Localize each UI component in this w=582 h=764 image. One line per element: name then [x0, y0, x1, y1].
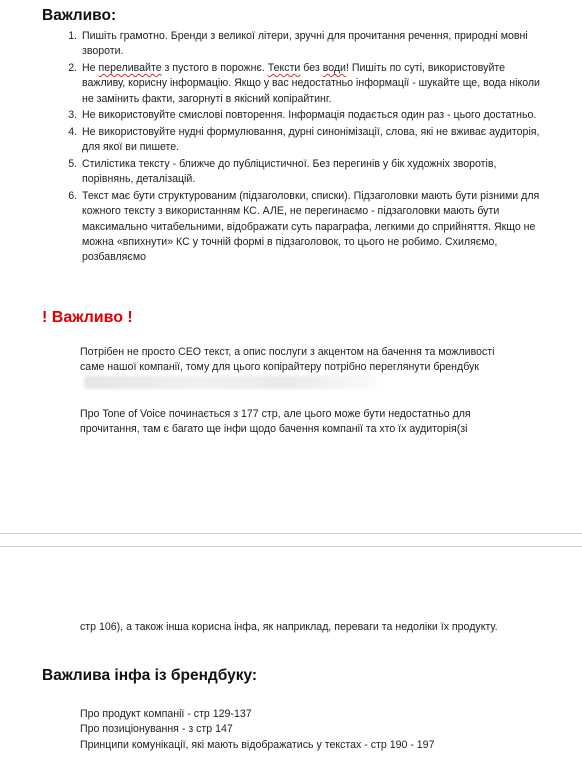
heading-important-red: ! Важливо !	[42, 309, 133, 326]
document-page-2	[0, 547, 582, 764]
rule-text: Не використовуйте смислові повторення. Інформація подається один раз - цього достатньо.	[82, 109, 537, 122]
rules-list	[42, 29, 550, 267]
rule-text: Текст має бути структурованим (підзаголовки, списки). Підзаголовки мають бути різними для кожного тексту з використанням КС. АЛЕ, не перегинаємо - підзаголовки мають бути максимально читабельними, відображати суть параграфа, легкими до сприйняття. Якщо не можна «впихнути» КС у точній формі в підзаголовок, то цього не робимо. Схиляємо, розбавляємо	[82, 189, 540, 264]
paragraph-brandbook-text: Потрібен не просто СЕО текст, а опис послуги з акцентом на бачення та можливості саме нашої компанії, тому для цього копірайтеру потрібно переглянути брендбук	[80, 346, 495, 374]
rule-item	[80, 61, 550, 107]
rule-text: Не використовуйте нудні формулювання, дурні синонімізації, слова, які не вживає аудиторія, для якої ви пишете.	[82, 125, 540, 154]
brandbook-list	[80, 707, 434, 753]
spellcheck-word: переливайте	[98, 61, 162, 74]
rule-item	[80, 29, 550, 60]
redacted-link[interactable]	[84, 376, 376, 389]
rule-text: Стилістика тексту - ближче до публіцистичної. Без перегинів у бік художніх зворотів, порівнянь, деталізацій.	[82, 157, 497, 186]
rule-text: Не	[82, 61, 99, 74]
brandbook-item: Принципи комунікації, які мають відображатись у текстах - стр 190 - 197	[80, 738, 435, 751]
paragraph-continued: стр 106), а також інша корисна інфа, як наприклад, переваги та недоліки їх продукту.	[80, 621, 498, 633]
spellcheck-word: Тексти	[267, 61, 301, 74]
rule-text: Пишіть грамотно. Бренди з великої літери, зручні для прочитання речення, природні мовні звороти.	[82, 30, 528, 58]
brandbook-item: Про продукт компанії - стр 129-137	[80, 708, 252, 720]
paragraph-brandbook-note	[80, 345, 520, 391]
rule-text: без	[300, 61, 323, 74]
rule-text: ! Пишіть по суті, використовуйте важливу, корисну інформацію. Якщо у вас недостатньо інформації - шукайте ще, вода ніколи не замінить факти, загорнуті в якісний копірайтинг.	[82, 61, 540, 105]
brandbook-item: Про позиціонування - з стр 147	[80, 723, 233, 736]
heading-brandbook: Важлива інфа із брендбуку:	[42, 667, 258, 684]
spellcheck-word: води	[322, 61, 346, 74]
heading-important: Важливо:	[42, 7, 117, 24]
rule-item	[80, 157, 550, 188]
paragraph-tone-of-voice: Про Tone of Voice починається з 177 стр, але цього може бути недостатньо для прочитання, там є багато ще інфи щодо бачення компанії та хто їх аудиторія(зі	[80, 408, 471, 436]
rule-item	[80, 125, 550, 156]
rule-item	[80, 108, 550, 123]
rule-item	[80, 189, 550, 265]
page-break	[0, 533, 582, 547]
rule-text: з пустого в порожнє.	[161, 61, 268, 74]
